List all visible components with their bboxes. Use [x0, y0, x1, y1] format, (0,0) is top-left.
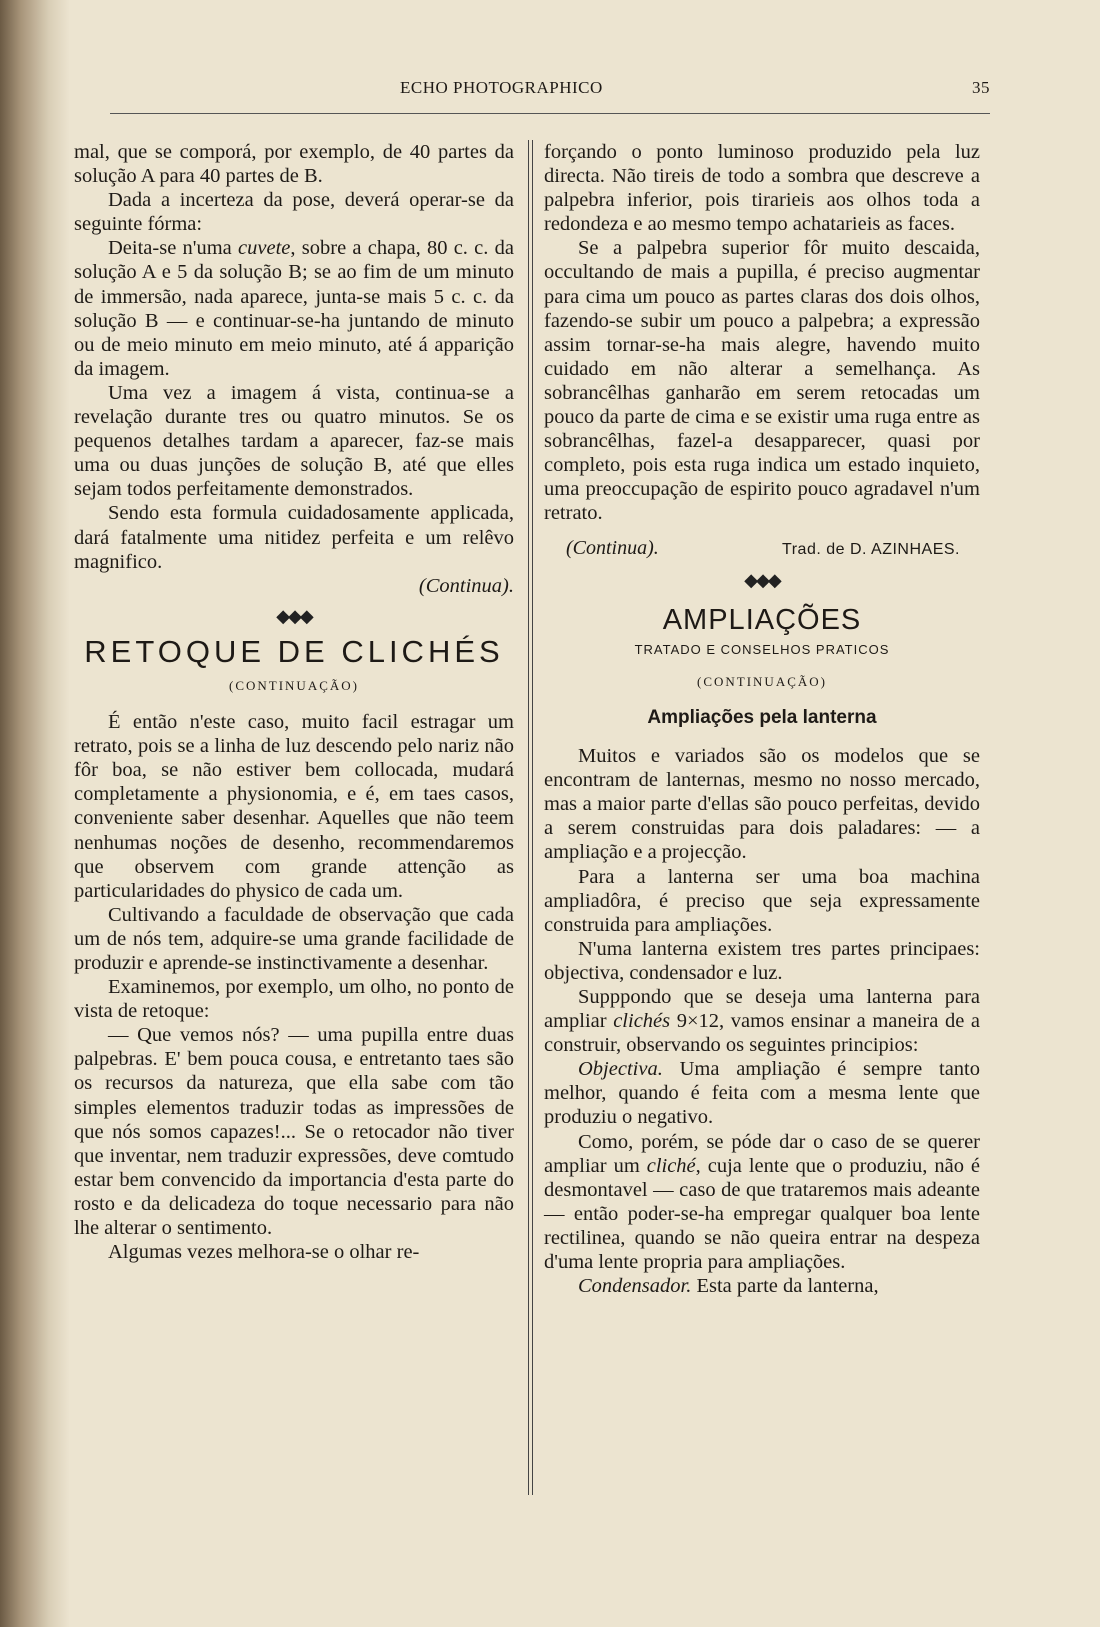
article-title-ampliacoes: AMPLIAÇÕES — [662, 603, 862, 636]
paragraph: Condensador. Esta parte da lanterna, — [578, 1275, 879, 1298]
paragraph: Dada a incerteza da pose, deverá operar-se da seguinte fórma: — [74, 189, 514, 236]
paragraph: Se a palpebra superior fôr muito descaida, occultando de mais a pupilla, é preciso augmentar para cima um pouco as partes claras dos dois olhos, fazendo-se subir um pouco a palpebra; a expressão assim tornar-se-ha mais alegre, havendo muito cuidado em não alterar a semelhança. As sobrancêlhas ganharão em serem retocadas um pouco da parte de cima e se existir uma ruga entre as sobrancêlhas, fazel-a desapparecer, quasi por completo, pois esta ruga indica um estado inquieto, uma preoccupação de espirito pouco agradavel n'um retrato. — [544, 237, 980, 525]
continua-note: (Continua). — [418, 574, 514, 597]
page — [70, 0, 1100, 1627]
running-head — [70, 78, 990, 102]
paragraph: mal, que se comporá, por exemplo, de 40 partes da solução A para 40 partes de B. — [74, 141, 514, 188]
paragraph: Para a lanterna ser uma boa machina ampliadôra, é preciso que seja expressamente construida para ampliações. — [544, 865, 980, 936]
paragraph: — Que vemos nós? — uma pupilla entre duas palpebras. E' bem pouca cousa, e entretanto taes são os recursos da natureza, que ella sabe com tão simples elementos traduzir todas as impressões de que nós somos capazes!... Se o retocador não tiver que inventar, nem traduzir expressões, deve comtudo estar bem convencido da importancia d'esta parte do rosto e da delicadeza do toque necessario para não lhe alterar o sentimento. — [74, 1024, 514, 1240]
ornament-divider: ◆◆◆ — [744, 569, 780, 590]
translation-credit — [566, 536, 960, 562]
left-column — [74, 140, 514, 1264]
continuacao-label: (CONTINUAÇÃO) — [229, 677, 359, 693]
book-spine-shadow — [0, 0, 70, 1627]
paragraph: Deita-se n'uma cuvete, sobre a chapa, 80 c. c. da solução A e 5 da solução B; se ao fim de um minuto de immersão, nada aparece, junta-se mais 5 c. c. da solução B — e continuar-se-ha juntando de minuto ou de meio minuto em meio minuto, até á apparição da imagem. — [74, 237, 514, 380]
running-title: ECHO PHOTOGRAPHICO — [400, 78, 603, 97]
paragraph: Examinemos, por exemplo, um olho, no ponto de vista de retoque: — [74, 976, 514, 1023]
header-rule — [110, 113, 990, 114]
paragraph: forçando o ponto luminoso produzido pela luz directa. Não tireis de todo a sombra que descreve a palpebra inferior, pois tirarieis aos olhos toda a redondeza e ao mesmo tempo achatarieis as faces. — [544, 141, 980, 236]
paragraph: Uma vez a imagem á vista, continua-se a revelação durante tres ou quatro minutos. Se os pequenos detalhes tardam a aparecer, faz-se mais uma ou duas junções de solução B, até que elles sejam todos perfeitamente demonstrados. — [74, 381, 514, 501]
column-divider — [528, 140, 533, 1495]
paragraph: Sendo esta formula cuidadosamente applicada, dará fatalmente uma nitidez perfeita e um relêvo magnifico. — [74, 502, 514, 573]
paragraph: É então n'este caso, muito facil estragar um retrato, pois se a linha de luz descendo pelo nariz não fôr boa, se não estiver bem collocada, mudará completamente a physionomia, e é, em taes casos, conveniente saber desenhar. Aquelles que não teem nenhumas noções de desenho, recommendaremos que observem com grande attenção as particularidades do physico de cada um. — [74, 711, 514, 902]
article-title-retoque: RETOQUE DE CLICHÉS — [84, 633, 504, 669]
paragraph: Muitos e variados são os modelos que se encontram de lanternas, mesmo no nosso mercado, mas a maior parte d'ellas são pouco perfeitas, devido a serem construidas para dois paladares: — a ampliação e a projecção. — [544, 745, 980, 864]
paragraph: Algumas vezes melhora-se o olhar re- — [108, 1241, 420, 1264]
paragraph: Cultivando a faculdade de observação que cada um de nós tem, adquire-se uma grande facilidade de produzir e aprende-se instinctivamente a desenhar. — [74, 903, 514, 974]
ornament-divider: ◆◆◆ — [276, 605, 312, 626]
article-subtitle: TRATADO E CONSELHOS PRATICOS — [634, 641, 890, 657]
section-heading: Ampliações pela lanterna — [647, 706, 877, 728]
paragraph: Supppondo que se deseja uma lanterna para ampliar clichés 9×12, vamos ensinar a maneira de a construir, observando os seguintes principios: — [544, 986, 980, 1057]
continuacao-label: (CONTINUAÇÃO) — [697, 673, 827, 689]
page-number: 35 — [972, 78, 990, 97]
right-column — [544, 140, 980, 1298]
paragraph: Objectiva. Uma ampliação é sempre tanto melhor, quando é feita com a mesma lente que produziu o negativo. — [544, 1058, 980, 1129]
translator-credit: Trad. de D. AZINHAES. — [782, 540, 960, 558]
continua-note: (Continua). — [566, 536, 659, 559]
paragraph: N'uma lanterna existem tres partes principaes: objectiva, condensador e luz. — [544, 937, 980, 984]
paragraph: Como, porém, se póde dar o caso de se querer ampliar um cliché, cuja lente que o produziu, não é desmontavel — caso de que trataremos mais adeante — então poder-se-ha empregar qualquer boa lente rectilinea, quando se não queira entrar na despeza d'uma lente propria para ampliações. — [544, 1130, 980, 1274]
